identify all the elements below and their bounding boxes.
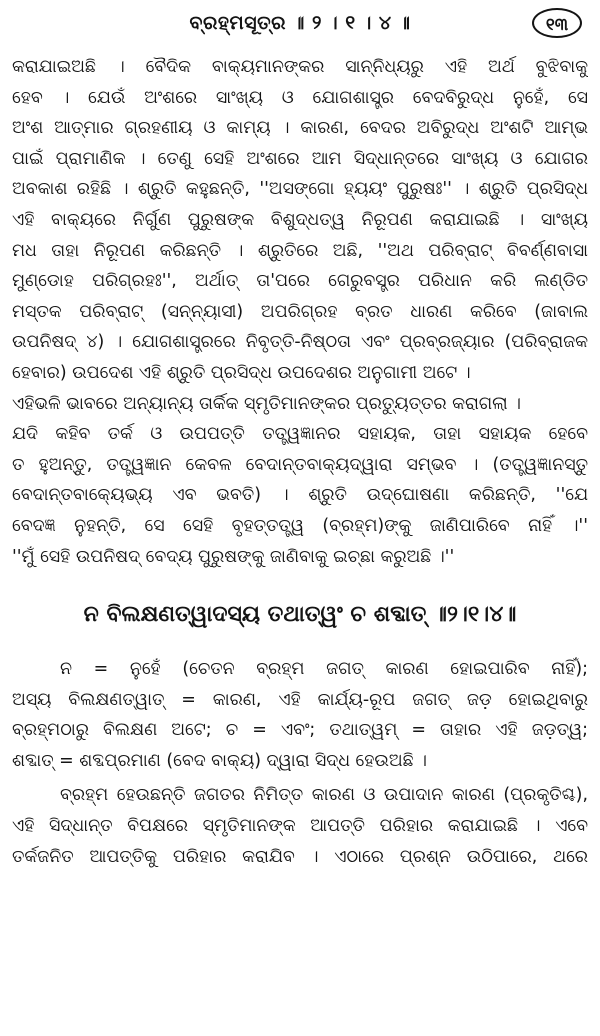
page-number: ୧୩ [532, 8, 582, 38]
paragraph-explanation [12, 780, 588, 872]
text-line: ଯଦି କହିବ ତର୍କ ଓ ଉପପତ୍ତି ତତ୍ତ୍ୱଜ୍ଞାନର ସହାୟକ, ତାହା ସହାୟକ ହେବେ [12, 424, 588, 445]
text-line: କରାଯାଇଅଛି । ବୈଦିକ ବାକ୍ୟମାନଙ୍କର ସାନ୍ନିଧ୍ୟରୁ ଏହି ଅର୍ଥ ବୁଝିବାକୁ [12, 57, 588, 77]
text-line: ଏହି ସିଦ୍ଧାନ୍ତ ବିପକ୍ଷରେ ସ୍ମୃତିମାନଙ୍କ ଆପତ୍ତି ପରିହାର କରାଯାଇଛି । ଏବେ [12, 816, 588, 837]
text-line: ଅସ୍ୟ ବିଲକ୍ଷଣତ୍ୱାତ୍ = କାରଣ, ଏହି କାର୍ଯ୍ୟ-ରୂପ ଜଗତ୍ ଜଡ଼ ହୋଇଥିବାରୁ [12, 689, 588, 710]
text-line: ମୁଣ୍ଡୋହ ପରିଗ୍ରହଃ'', ଅର୍ଥାତ୍ ତା'ପରେ ଗେରୁବସ୍ତ୍ର ପରିଧାନ କରି ଲଣ୍ଡିତ [12, 271, 588, 292]
text-line: ଶବ୍ଦାତ୍ = ଶବ୍ଦପ୍ରମାଣ (ବେଦ ବାକ୍ୟ) ଦ୍ୱାରା ସିଦ୍ଧ ହେଉଅଛି । [12, 750, 427, 771]
text-line: ଅବକାଶ ରହିଛି । ଶ୍ରୁତି କହୁଛନ୍ତି, ''ଅସଙ୍ଗୋ ହ୍ୟୟଂ ପୁରୁଷଃ'' । ଶ୍ରୁତି ପ୍ରସିଦ୍ଧ [12, 179, 588, 200]
text-line: ବେଦଜ୍ଞ ନୁହନ୍ତି, ସେ ସେହି ବୃହତ୍‌ତତ୍ତ୍ୱ (ବ୍ରହ୍ମ)ଙ୍କୁ ଜାଣିପାରିବେ ନାହିଁ ।'' [12, 515, 588, 536]
text-line: ''ମୁଁ ସେହି ଉପନିଷଦ୍ ବେଦ୍ୟ ପୁରୁଷଙ୍କୁ ଜାଣିବାକୁ ଇଚ୍ଛା କରୁଅଛି ।'' [12, 546, 455, 567]
text-line: ବ୍ରହ୍ମ ହେଉଛନ୍ତି ଜଗତର ନିମିତ୍ତ କାରଣ ଓ ଉପାଦାନ କାରଣ (ପ୍ରକୃତିଶ୍ଚ), [60, 785, 588, 806]
text-line: ଉପନିଷଦ୍ ୪) । ଯୋଗଶାସ୍ତ୍ରରେ ନିବୃତ୍ତି-ନିଷ୍ଠତା ଏବଂ ପ୍ରବ୍ରଜ୍ୟାର (ପରିବ୍ରାଜକ [12, 332, 588, 353]
text-line: ତ ହୁଅନ୍ତୁ, ତତ୍ତ୍ୱଜ୍ଞାନ କେବଳ ବେଦାନ୍ତବାକ୍ୟଦ୍ୱାରା ସମ୍ଭବ । (ତତ୍ତ୍ୱଜ୍ଞାନସ୍ତୁ [12, 454, 588, 475]
paragraph-commentary [12, 52, 588, 572]
running-head: ବ୍ରହ୍ମସୂତ୍ର ॥ ୨ । ୧ । ୪ ॥ [189, 12, 411, 34]
text-line: ମସ୍ତକ ପରିବ୍ରାଟ୍ (ସନ୍ନ୍ୟାସୀ) ଅପରିଗ୍ରହ ବ୍ରତ ଧାରଣ କରିବେ (ଜାବାଲ [12, 301, 588, 322]
text-line: ଏହିଭଳି ଭାବରେ ଅନ୍ୟାନ୍ୟ ତାର୍କିକ ସ୍ମୃତିମାନଙ୍କର ପ୍ରତ୍ୟୁତ୍ତର କରାଗଲା । [12, 393, 521, 414]
text-line: ହେବାର) ଉପଦେଶ ଏହି ଶ୍ରୁତି ପ୍ରସିଦ୍ଧ ଉପଦେଶର ଅନୁଗାମୀ ଅଟେ । [12, 362, 471, 383]
text-line: ଅଂଶ ଆତ୍ମାର ଗ୍ରହଣୀୟ ଓ କାମ୍ୟ । କାରଣ, ବେଦର ଅବିରୁଦ୍ଧ ଅଂଶଟି ଆମ୍ଭ [12, 118, 588, 139]
text-line: ଏହି ବାକ୍ୟରେ ନିର୍ଗୁଣ ପୁରୁଷଙ୍କ ବିଶୁଦ୍ଧତ୍ୱ ନିରୂପଣ କରାଯାଇଛି । ସାଂଖ୍ୟ [12, 209, 588, 230]
page-header [12, 0, 588, 52]
text-line: ତର୍କଜନିତ ଆପତ୍ତିକୁ ପରିହାର କରାଯିବ । ଏଠାରେ ପ୍ରଶ୍ନ ଉଠିପାରେ, ଥରେ [12, 846, 588, 867]
text-line: ବ୍ରହ୍ମଠାରୁ ବିଲକ୍ଷଣ ଅଟେ; ଚ = ଏବଂ; ତଥାତ୍ୱମ୍ = ତାହାର ଏହି ଜଡ଼ତ୍ୱ; [12, 720, 588, 741]
text-line: ବେଦାନ୍ତବାକ୍ୟେଭ୍ୟ ଏବ ଭବତି) । ଶ୍ରୁତି ଉଦ୍‌ଘୋଷଣା କରିଛନ୍ତି, ''ଯେ [12, 485, 588, 506]
sutra-heading: ନ ବିଲକ୍ଷଣତ୍ୱାଦସ୍ୟ ତଥାତ୍ୱଂ ଚ ଶବ୍ଦାତ୍ ॥୨।୧।୪॥ [83, 602, 517, 628]
text-line: ନ = ନୁହେଁ (ଚେତନ ବ୍ରହ୍ମ ଜଗତ୍ କାରଣ ହୋଇପାରିବ ନାହିଁ); [60, 659, 588, 680]
text-line: ପାଇଁ ପ୍ରାମାଣିକ । ତେଣୁ ସେହି ଅଂଶରେ ଆମ ସିଦ୍ଧାନ୍ତରେ ସାଂଖ୍ୟ ଓ ଯୋଗର [12, 148, 588, 169]
text-line: ହେବ । ଯେଉଁ ଅଂଶରେ ସାଂଖ୍ୟ ଓ ଯୋଗଶାସ୍ତ୍ର ବେଦବିରୁଦ୍ଧ ନୁହେଁ, ସେ [12, 87, 588, 108]
text-line: ମଧ ତାହା ନିରୂପଣ କରିଛନ୍ତି । ଶ୍ରୁତିରେ ଅଛି, ''ଅଥ ପରିବ୍ରାଟ୍ ବିବର୍ଣ୍ଣବାସା [12, 240, 588, 261]
paragraph-word-meaning [12, 654, 588, 776]
